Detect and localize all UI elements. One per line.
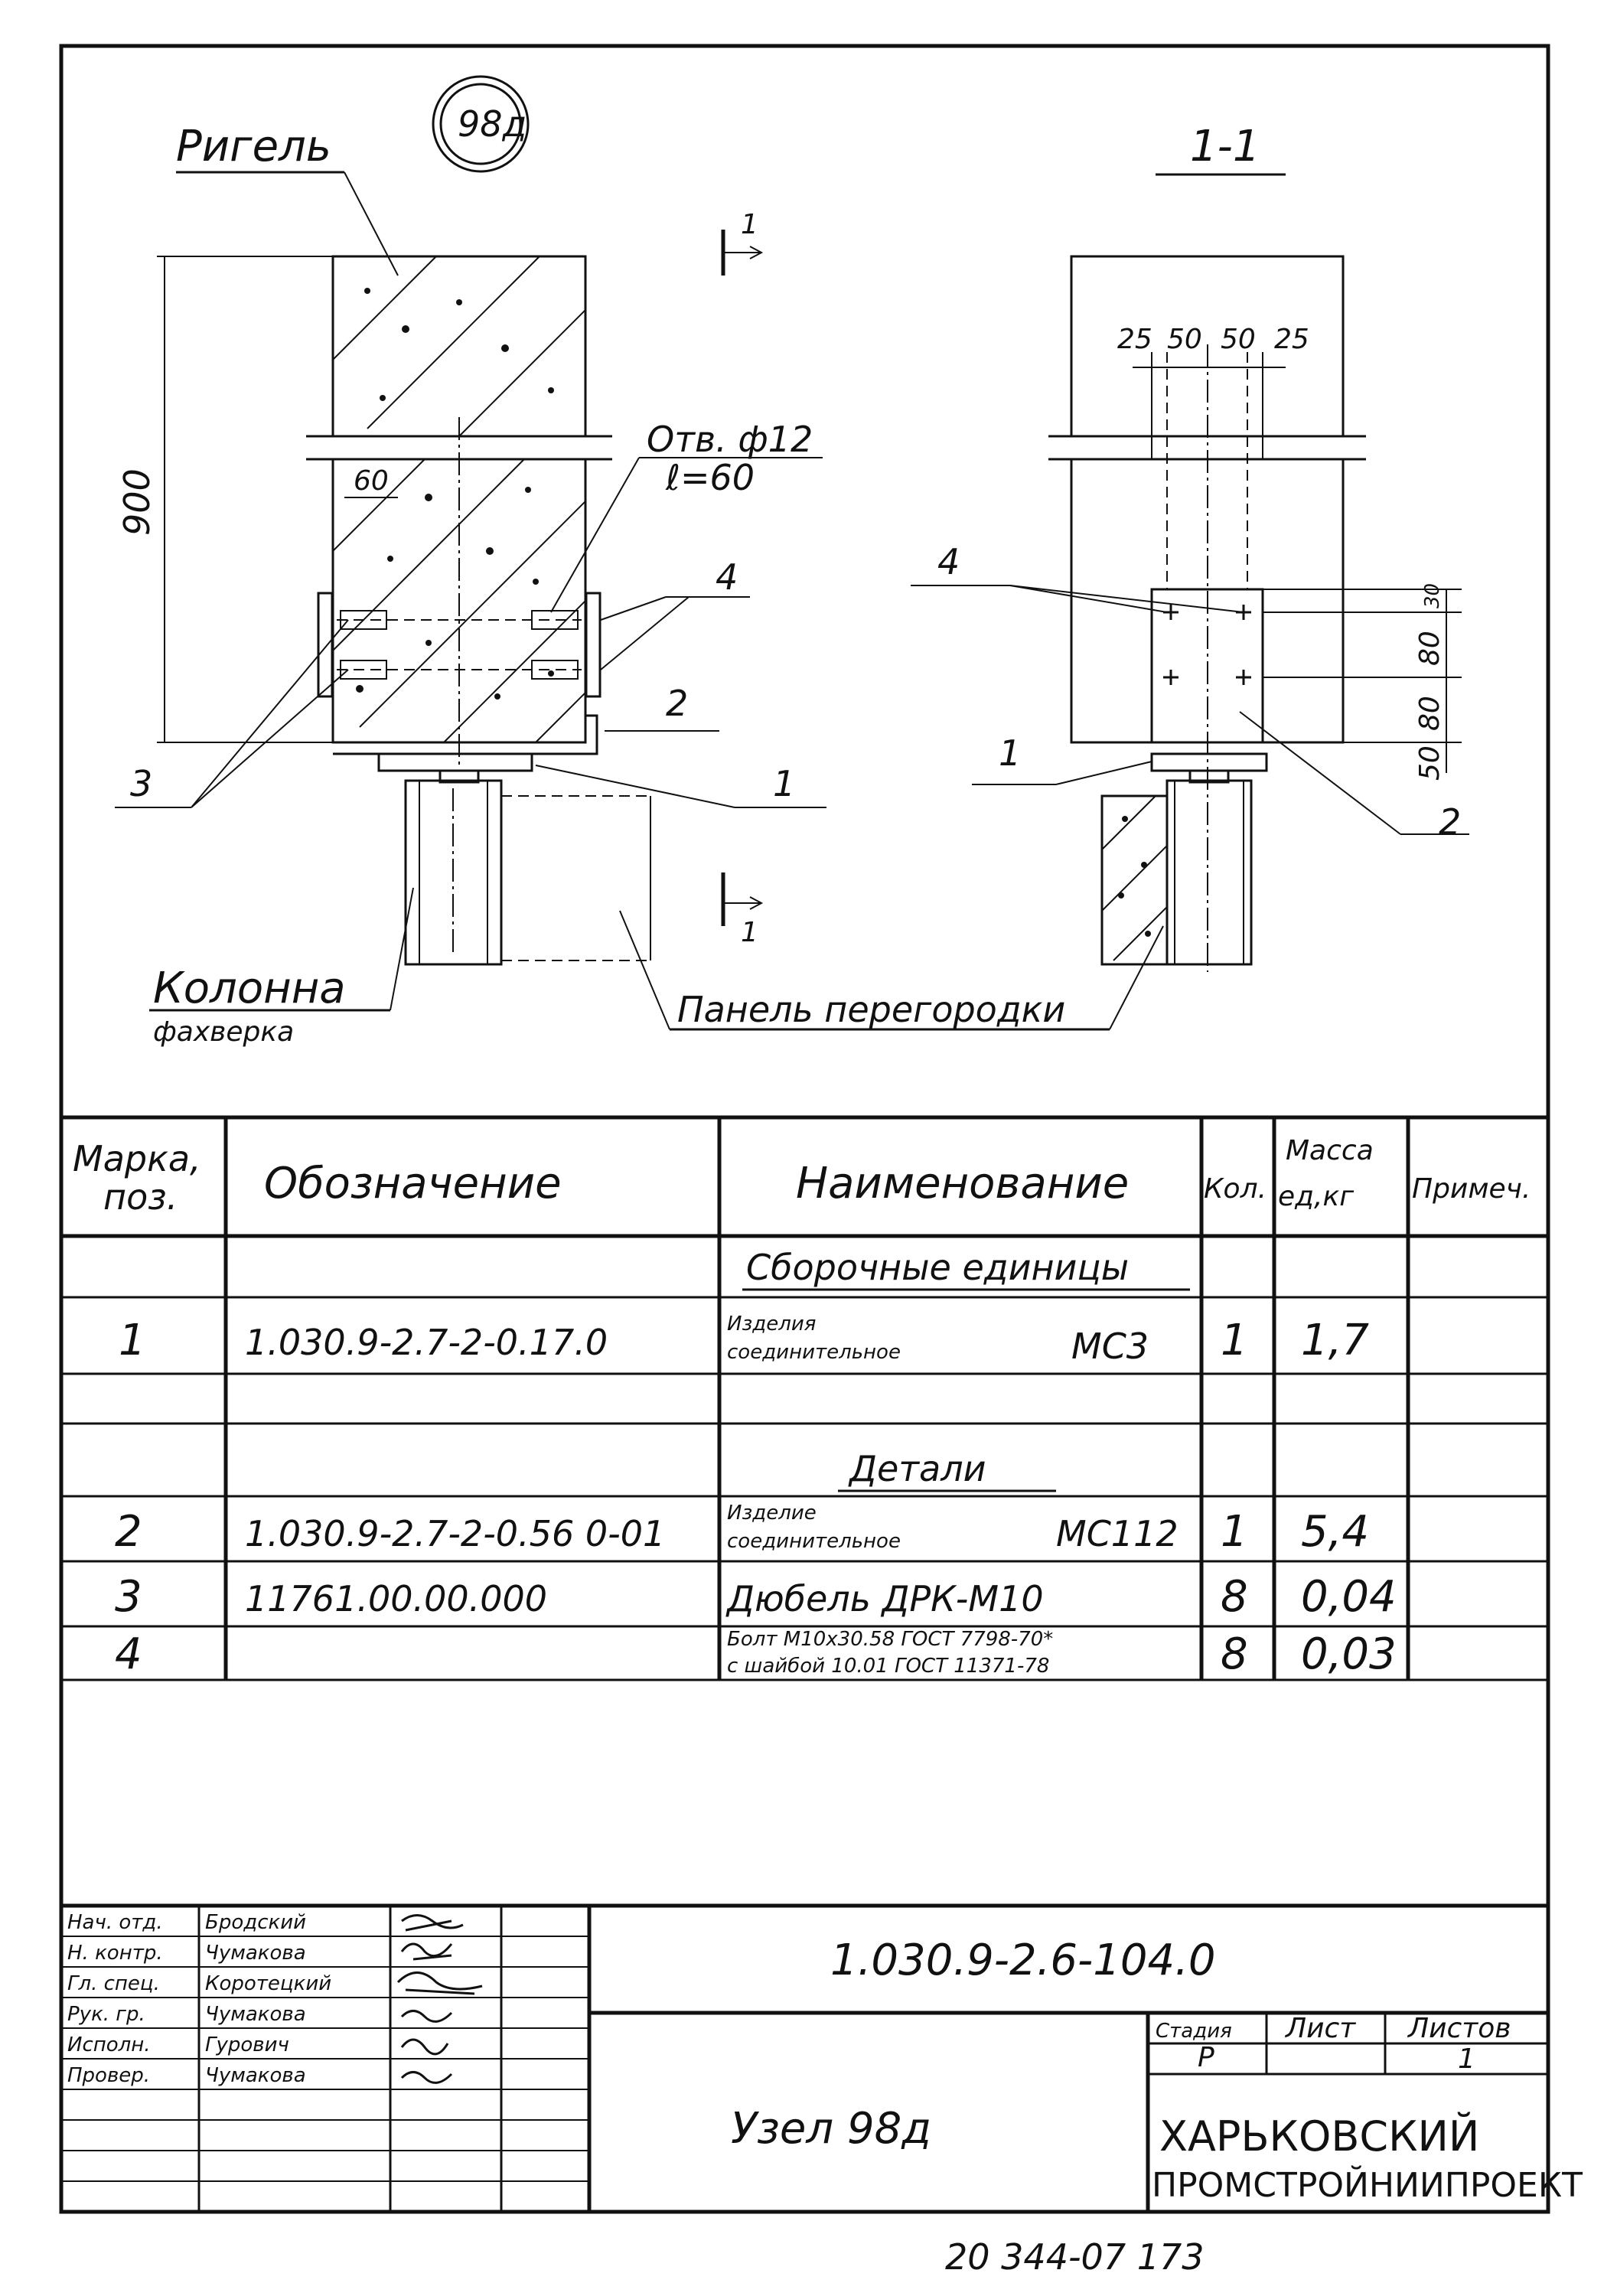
sheets-value: 1	[1458, 2043, 1475, 2075]
name-6: Чумакова	[205, 2064, 306, 2087]
label-column: Колонна	[153, 964, 346, 1013]
row4-name1: Болт М10х30.58 ГОСТ 7798-70*	[727, 1628, 1054, 1651]
row2-name1: Изделие	[727, 1502, 817, 1525]
role-3: Гл. спец.	[67, 1972, 160, 1995]
dim-top-3: 50	[1221, 324, 1256, 355]
name-1: Бродский	[205, 1911, 307, 1934]
dim-right-1: 30	[1421, 582, 1444, 608]
role-5: Исполн.	[67, 2033, 151, 2056]
row2-pos: 2	[115, 1507, 142, 1557]
header-note: Примеч.	[1412, 1173, 1531, 1205]
sheets-label: Листов	[1408, 2013, 1511, 2044]
sheet-label: Лист	[1286, 2013, 1356, 2044]
row3-qty: 8	[1221, 1572, 1248, 1622]
name-3: Коротецкий	[205, 1972, 332, 1995]
footer-stamp: 20 344-07 173	[945, 2236, 1205, 2278]
label-rigel: Ригель	[176, 122, 331, 171]
title-block	[61, 1906, 1583, 2212]
section-details: Детали	[849, 1448, 986, 1489]
callout-4-left: 4	[716, 556, 738, 598]
callout-3-left: 3	[130, 763, 153, 804]
role-6: Провер.	[67, 2064, 151, 2087]
row4-pos: 4	[115, 1629, 142, 1679]
header-qty: Кол.	[1204, 1173, 1267, 1205]
row3-mass: 0,04	[1301, 1572, 1397, 1622]
name-2: Чумакова	[205, 1942, 306, 1965]
rigel-top	[333, 256, 585, 436]
header-mark-2: поз.	[103, 1176, 178, 1218]
row2-code: МС112	[1056, 1513, 1179, 1554]
dim-top-1: 25	[1117, 324, 1152, 355]
row4-name2: с шайбой 10.01 ГОСТ 11371-78	[727, 1655, 1050, 1678]
label-partition: Панель перегородки	[677, 989, 1066, 1030]
drawing-title: Узел 98д	[731, 2104, 931, 2154]
row1-name1: Изделия	[727, 1313, 817, 1336]
row2-qty: 1	[1221, 1507, 1248, 1557]
dim-900: 900	[116, 468, 158, 536]
header-mass-2: ед,кг	[1278, 1181, 1355, 1212]
label-column-sub: фахверка	[153, 1016, 295, 1048]
row1-code: МС3	[1071, 1326, 1149, 1367]
row3-pos: 3	[115, 1572, 142, 1622]
section-view	[911, 122, 1469, 972]
dim-right-3: 80	[1414, 696, 1446, 731]
node-mark	[433, 77, 528, 171]
callout-2-right: 2	[1439, 801, 1462, 843]
row1-qty: 1	[1221, 1316, 1248, 1365]
section-marker-top: 1	[741, 209, 758, 240]
section-title: 1-1	[1190, 122, 1260, 171]
name-5: Гурович	[205, 2033, 289, 2056]
dim-60: 60	[354, 465, 389, 497]
row2-mass: 5,4	[1301, 1507, 1370, 1557]
stage-label: Стадия	[1156, 2020, 1232, 2043]
callout-1-left: 1	[773, 763, 796, 804]
dim-right-4: 50	[1414, 745, 1446, 781]
signatures	[398, 1916, 482, 2083]
row2-designation: 1.030.9-2.7-2-0.56 0-01	[245, 1513, 666, 1554]
header-mark-1: Марка,	[73, 1138, 201, 1179]
section-assembly: Сборочные единицы	[746, 1247, 1130, 1288]
org-name-1: ХАРЬКОВСКИЙ	[1159, 2112, 1480, 2161]
row1-name2: соединительное	[727, 1341, 901, 1364]
row4-mass: 0,03	[1301, 1629, 1397, 1679]
hole-note-1: Отв. ф12	[647, 419, 813, 460]
dim-right-2: 80	[1414, 631, 1446, 666]
dim-top-2: 50	[1167, 324, 1202, 355]
spec-table	[61, 1117, 1548, 1680]
row1-pos: 1	[119, 1316, 146, 1365]
role-1: Нач. отд.	[67, 1911, 163, 1934]
sheet-frame	[61, 46, 1548, 2212]
header-designation: Обозначение	[264, 1159, 562, 1208]
header-mass-1: Масса	[1286, 1135, 1374, 1166]
doc-code: 1.030.9-2.6-104.0	[830, 1936, 1216, 1985]
role-2: Н. контр.	[67, 1942, 163, 1965]
row4-qty: 8	[1221, 1629, 1248, 1679]
row2-name2: соединительное	[727, 1530, 901, 1553]
row3-name1: Дюбель ДРК-М10	[727, 1578, 1044, 1619]
role-4: Рук. гр.	[67, 2003, 145, 2026]
callout-2-left: 2	[666, 683, 689, 724]
stage-value: Р	[1198, 2042, 1214, 2073]
dim-top-4: 25	[1274, 324, 1309, 355]
callout-4-right: 4	[937, 541, 960, 582]
row1-mass: 1,7	[1301, 1316, 1370, 1365]
row3-designation: 11761.00.00.000	[245, 1578, 548, 1619]
name-4: Чумакова	[205, 2003, 306, 2026]
callout-1-right: 1	[999, 732, 1022, 774]
row1-designation: 1.030.9-2.7-2-0.17.0	[245, 1322, 608, 1363]
hole-note-2: ℓ=60	[666, 457, 755, 498]
section-marker-bottom: 1	[741, 917, 758, 948]
header-name: Наименование	[796, 1159, 1130, 1208]
node-mark-text: 98д	[458, 103, 527, 145]
org-name-2: ПРОМСТРОЙНИИПРОЕКТ	[1152, 2166, 1583, 2205]
